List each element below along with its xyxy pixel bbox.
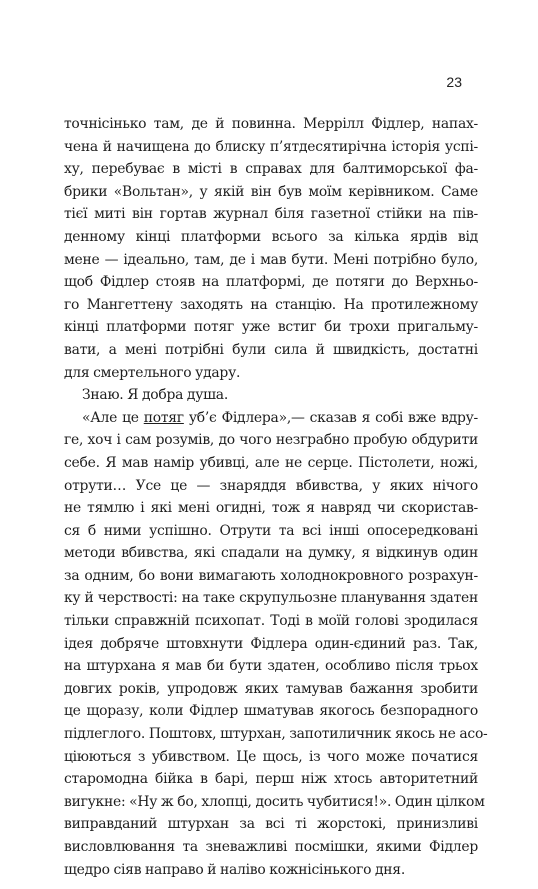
text-line: не тямлю і які мені огидні, тож я навряд чи скористав- — [64, 500, 478, 517]
text-line: ся б ними успішно. Отрути та всі інші опосередковані — [64, 522, 478, 539]
text-line: мене — ідеально, там, де і мав бути. Мені потрібно було, — [64, 251, 478, 268]
text-line — [64, 407, 478, 430]
text-fragment: «Але це — [82, 409, 144, 426]
text-line: висловлювання та зневажливі посмішки, якими Фідлер — [64, 839, 478, 855]
text-line: точнісінько там, де й повинна. Меррілл Фідлер, напах- — [64, 116, 478, 132]
text-line: чена й начищена до блиску п’ятдесятирічна історія успі- — [64, 138, 478, 155]
paragraph — [64, 407, 488, 881]
paragraph — [64, 384, 478, 407]
page-number: 23 — [446, 74, 462, 90]
text-line: це щоразу, коли Фідлер шматував якогось безпорадного — [64, 703, 478, 720]
text-line: Знаю. Я добра душа. — [82, 387, 229, 404]
underlined-word: потяг — [143, 409, 184, 426]
text-line: підлеглого. Поштовх, штурхан, запотиличник якось не асо- — [64, 726, 488, 743]
text-line: ідея добряче штовхнути Фідлера один-єдиний раз. Так, — [64, 635, 478, 652]
text-line: на штурхана я мав би бути здатен, особливо після трьох — [64, 658, 478, 675]
text-line: щоб Фідлер стояв на платформі, де потяги до Верхньо- — [64, 274, 478, 291]
body-text — [64, 113, 488, 881]
text-line: отрути… Усе це — знаряддя вбивства, у яких нічого — [64, 477, 478, 494]
paragraph — [64, 113, 478, 384]
text-line: для смертельного удару. — [64, 364, 241, 381]
text-line: себе. Я мав намір убивці, але не серце. Пістолети, ножі, — [64, 454, 478, 471]
text-line: старомодна бійка в барі, перш ніж хтось авторитетний — [64, 771, 478, 788]
text-line: брики «Вольтан», у якій він був моїм керівником. Саме — [64, 183, 478, 200]
text-line: виправданий штурхан за всі ті жорстокі, принизливі — [64, 816, 478, 833]
text-line: тієї миті він гортав журнал біля газетної стійки на пів- — [64, 206, 478, 223]
text-line: методи вбивства, які спадали на думку, я відкинув один — [64, 545, 478, 562]
text-line: кінці платформи потяг уже встиг би трохи пригальму- — [64, 319, 478, 336]
text-line: ху, перебуває в місті в справах для балтиморської фа- — [64, 161, 478, 178]
text-line: за одним, бо вони вимагають холоднокровного розрахун- — [64, 567, 478, 584]
text-line: ціюються з убивством. Це щось, із чого може початися — [64, 748, 478, 765]
text-line: вигукне: «Ну ж бо, хлопці, досить чубитися!». Один цілком — [64, 793, 485, 810]
text-fragment: уб’є Фідлера»,— сказав я собі вже вдру- — [183, 409, 478, 426]
text-line: довгих років, упродовж яких тамував бажання зробити — [64, 680, 478, 697]
text-line: го Мангеттену заходять на станцію. На протилежному — [64, 296, 478, 313]
text-line: вати, а мені потрібні були сила й швидкість, достатні — [64, 341, 478, 358]
text-line: денному кінці платформи всього за кілька ярдів від — [64, 228, 478, 245]
text-line: ку й черствості: на таке скрупульозне планування здатен — [64, 590, 478, 607]
text-line: щедро сіяв направо й наліво кожнісінького дня. — [64, 861, 405, 878]
text-line: тільки справжній психопат. Тоді в моїй голові зродилася — [64, 613, 478, 630]
text-line: ге, хоч і сам розумів, до чого незграбно пробую обдурити — [64, 432, 478, 449]
